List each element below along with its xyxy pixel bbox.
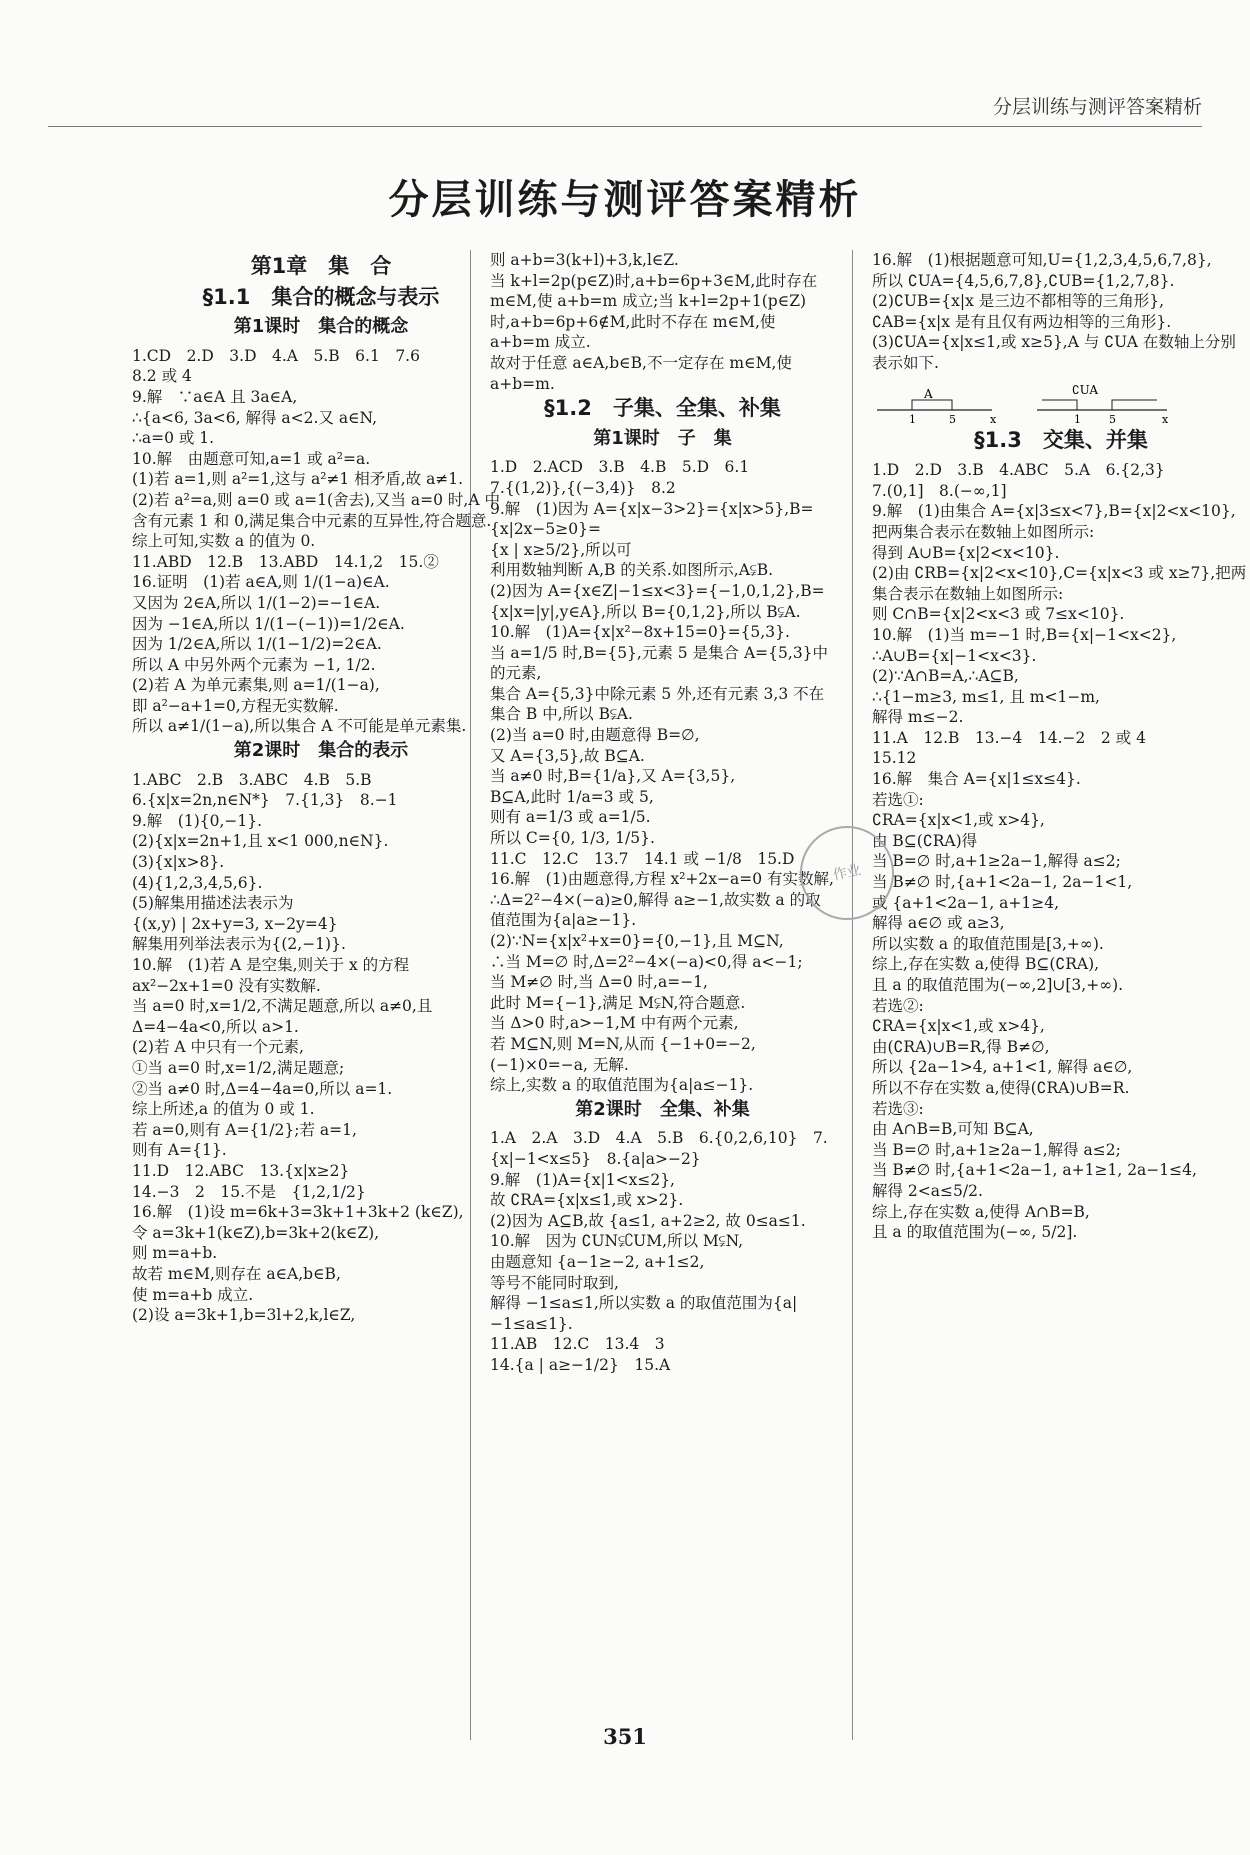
answer-line: 解集用列举法表示为{(2,−1)}. (132, 935, 346, 954)
answer-line: 14.{a | a≥−1/2} 15.A (490, 1355, 671, 1374)
answer-line: 得到 A∪B={x|2<x<10}. (872, 543, 1060, 562)
answer-line: 11.A 12.B 13.−4 14.−2 2 或 4 (872, 728, 1146, 747)
answer-line: 故若 m∈M,则存在 a∈A,b∈B, (132, 1264, 341, 1283)
answer-line: 此时 M={−1},满足 M⫋N,符合题意. (490, 993, 746, 1012)
answer-line: 10.解 因为 ∁UN⫋∁UM,所以 M⫋N, (490, 1232, 744, 1251)
lesson-heading: 第1课时 集合的概念 (233, 316, 409, 338)
answer-line: 解得 2<a≤5/2. (872, 1181, 983, 1200)
answer-line: 综上,存在实数 a,使得 A∩B=B, (872, 1202, 1090, 1221)
answer-line: 由 B⊆(∁RA)得 (872, 831, 978, 850)
answer-line: 所以不存在实数 a,使得(∁RA)∪B=R. (872, 1078, 1130, 1097)
answer-line: 9.解 (1)A={x|1<x≤2}, (490, 1170, 675, 1189)
answer-line: (4){1,2,3,4,5,6}. (132, 873, 263, 892)
answer-line: 16.解 (1)由题意得,方程 x²+2x−a=0 有实数解, (490, 870, 834, 889)
answer-line: 或 {a+1<2a−1, a+1≥4, (872, 893, 1060, 912)
section-heading: §1.1 集合的概念与表示 (202, 284, 440, 309)
answer-line: 1.CD 2.D 3.D 4.A 5.B 6.1 7.6 (132, 346, 420, 365)
fig-label-a: A (924, 386, 933, 401)
svg-text:x: x (990, 412, 997, 424)
answer-line: 由题意知 {a−1≥−2, a+1≤2, (490, 1252, 705, 1271)
running-header: 分层训练与测评答案精析 (992, 96, 1202, 118)
answer-block (490, 1128, 835, 1375)
lesson-heading: 第1课时 子 集 (593, 427, 732, 449)
answer-line: 当 a=0 时,x=1/2,不满足题意,所以 a≠0,且 Δ=4−4a<0,所以 a>1. (132, 997, 438, 1036)
answer-line: 11.D 12.ABC 13.{x|x≥2} (132, 1161, 350, 1180)
answer-line: 当 B=∅ 时,a+1≥2a−1,解得 a≤2; (872, 1140, 1121, 1159)
answer-line: 综上,实数 a 的取值范围为{a|a≤−1}. (490, 1076, 754, 1095)
answer-line: 利用数轴判断 A,B 的关系.如图所示,A⫋B. (490, 561, 774, 580)
answer-line: 10.解 (1)若 A 是空集,则关于 x 的方程 ax²−2x+1=0 没有实数解. (132, 956, 415, 995)
section-heading: §1.2 子集、全集、补集 (544, 396, 781, 421)
answer-line: 所以实数 a 的取值范围是[3,+∞). (872, 934, 1104, 953)
answer-block (490, 457, 835, 1095)
answer-line: 16.证明 (1)若 a∈A,则 1/(1−a)∈A. (132, 573, 390, 592)
answer-line: 则有 a=1/3 或 a=1/5. (490, 808, 651, 827)
answer-line: 10.解 由题意可知,a=1 或 a²=a. (132, 449, 371, 468)
answer-line: 10.解 (1)A={x|x²−8x+15=0}={5,3}. (490, 623, 790, 642)
answer-line: 且 a 的取值范围为(−∞,2]∪[3,+∞). (872, 976, 1124, 994)
answer-line: (3)∁UA={x|x≤1,或 x≥5},A 与 ∁UA 在数轴上分别表示如下. (872, 333, 1236, 372)
answer-line: (2){x|x=2n+1,且 x<1 000,n∈N}. (132, 832, 389, 851)
answer-line: 由(∁RA)∪B=R,得 B≠∅, (872, 1037, 1050, 1056)
answer-line: 7.(0,1] 8.(−∞,1] (872, 481, 1007, 500)
answer-block (490, 250, 835, 394)
lesson-heading: 第2课时 集合的表示 (233, 740, 409, 762)
answer-line: ∴Δ=2²−4×(−a)≥0,解得 a≥−1,故实数 a 的取值范围为{a|a≥−1}. (490, 890, 821, 930)
answer-line: 令 a=3k+1(k∈Z),b=3k+2(k∈Z), (132, 1223, 380, 1242)
answer-line: 7.{(1,2)},{(−3,4)} 8.2 (490, 478, 676, 497)
answer-line: 16.解 (1)设 m=6k+3=3k+1+3k+2 (k∈Z), (132, 1203, 464, 1222)
answer-line: 则有 A={1}. (132, 1141, 227, 1160)
answer-line: 当 M≠∅ 时,当 Δ=0 时,a=−1, (490, 973, 708, 992)
answer-line: 11.C 12.C 13.7 14.1 或 −1/8 15.D (490, 849, 795, 868)
answer-line: 且 a 的取值范围为(−∞, 5/2]. (872, 1223, 1078, 1242)
answer-line: 则 C∩B={x|2<x<3 或 7≤x<10}. (872, 605, 1125, 624)
answer-line: 所以 {2a−1>4, a+1<1, 解得 a∈∅, (872, 1058, 1133, 1077)
answer-line: 解得 a∈∅ 或 a≥3, (872, 914, 1005, 933)
column-3 (872, 250, 1250, 1243)
column-2 (490, 250, 835, 1375)
answer-line: 故 ∁RA={x|x≤1,或 x>2}. (490, 1191, 684, 1210)
answer-line: {(x,y) | 2x+y=3, x−2y=4} (132, 914, 338, 933)
answer-line: 9.解 (1)由集合 A={x|3≤x<7},B={x|2<x<10},把两集合表示在数轴上如图所示: (872, 502, 1236, 541)
svg-text:1: 1 (1074, 412, 1081, 424)
answer-line: (3){x|x>8}. (132, 853, 225, 872)
answer-line: 则 m=a+b. (132, 1244, 218, 1263)
svg-text:∁UA: ∁UA (1072, 382, 1099, 397)
answer-line: 等号不能同时取到, (490, 1273, 619, 1292)
answer-line: 若 a=0,则有 A={1/2};若 a=1, (132, 1120, 357, 1139)
answer-block (132, 770, 510, 1326)
answer-line: (1)若 a=1,则 a²=1,这与 a²≠1 相矛盾,故 a≠1. (132, 470, 464, 489)
answer-line: 当 Δ>0 时,a>−1,M 中有两个元素, (490, 1014, 739, 1033)
answer-line: (2)因为 A⊆B,故 {a≤1, a+2≥2, 故 0≤a≤1. (490, 1211, 806, 1230)
header-rule (48, 126, 1202, 127)
number-line-figure (872, 380, 1172, 424)
answer-line: 9.解 (1)因为 A={x|x−3>2}={x|x>5},B={x|2x−5≥0}= (490, 499, 814, 539)
answer-line: {x | x≥5/2},所以可 (490, 540, 632, 559)
answer-line: (2)∁UB={x|x 是三边不都相等的三角形}, (872, 292, 1165, 311)
svg-text:1: 1 (909, 412, 916, 424)
lesson-heading: 第2课时 全集、补集 (575, 1098, 750, 1120)
answer-line: ∴{1−m≥3, m≤1, 且 m<1−m, (872, 687, 1100, 706)
answer-line: 综上可知,实数 a 的值为 0. (132, 532, 316, 551)
answer-line: 综上所述,a 的值为 0 或 1. (132, 1100, 315, 1119)
answer-block (872, 460, 1250, 1243)
answer-line: 9.解 (1){0,−1}. (132, 811, 263, 830)
answer-line: (2)由 ∁RB={x|2<x<10},C={x|x<3 或 x≥7},把两集合表示在数轴上如图所示: (872, 564, 1247, 603)
answer-line: 若选①: (872, 790, 924, 809)
answer-block (132, 346, 510, 737)
answer-line: 9.解 ∵a∈A 且 3a∈A, (132, 387, 298, 406)
answer-line: 1.D 2.D 3.B 4.ABC 5.A 6.{2,3} (872, 461, 1165, 480)
answer-line: 综上,存在实数 a,使得 B⊆(∁RA), (872, 955, 1100, 974)
chapter-heading: 第1章 集 合 (250, 254, 392, 278)
answer-line: 当 B≠∅ 时,{a+1<2a−1, a+1≥1, 2a−1≤4, (872, 1161, 1197, 1180)
answer-line: ∴当 M=∅ 时,Δ=2²−4×(−a)<0,得 a<−1; (490, 952, 803, 971)
answer-line: 8.2 或 4 (132, 367, 192, 386)
answer-line: B⊆A,此时 1/a=3 或 5, (490, 787, 654, 806)
column-divider (852, 250, 853, 1740)
section-heading: §1.3 交集、并集 (974, 427, 1148, 452)
answer-line: 又因为 2∈A,所以 1/(1−2)=−1∈A. (132, 593, 381, 612)
answer-line: 1.ABC 2.B 3.ABC 4.B 5.B (132, 770, 372, 789)
answer-line: 所以 a≠1/(1−a),所以集合 A 不可能是单元素集. (132, 717, 467, 736)
answer-line: 14.−3 2 15.不是 {1,2,1/2} (132, 1182, 366, 1201)
answer-line: 故对于任意 a∈A,b∈B,不一定存在 m∈M,使 a+b=m. (490, 353, 797, 393)
page-title: 分层训练与测评答案精析 (388, 177, 862, 223)
answer-line: 当 a=1/5 时,B={5},元素 5 是集合 A={5,3}中的元素, (490, 643, 829, 683)
answer-line: 若选②: (872, 996, 924, 1015)
answer-line: 所以 ∁UA={4,5,6,7,8},∁UB={1,2,7,8}. (872, 271, 1175, 290)
answer-line: 1.D 2.ACD 3.B 4.B 5.D 6.1 (490, 458, 750, 477)
answer-line: 当 B=∅ 时,a+1≥2a−1,解得 a≤2; (872, 852, 1121, 871)
answer-line: 所以 A 中另外两个元素为 −1, 1/2. (132, 655, 376, 674)
answer-line: 即 a²−a+1=0,方程无实数解. (132, 696, 339, 715)
answer-line: 又 A={3,5},故 B⊆A. (490, 746, 645, 765)
answer-line: (2)设 a=3k+1,b=3l+2,k,l∈Z, (132, 1306, 356, 1325)
answer-line: 当 k+l=2p(p∈Z)时,a+b=6p+3∈M,此时存在 m∈M,使 a+b=m 成立;当 k+l=2p+1(p∈Z)时,a+b=6p+6∉M,此时不存在 m∈M,使 a+b=m 成立. (490, 271, 823, 352)
answer-line: 16.解 (1)根据题意可知,U={1,2,3,4,5,6,7,8}, (872, 251, 1212, 269)
answer-line: 15.12 (872, 749, 917, 768)
answer-line: 因为 1/2∈A,所以 1/(1−1/2)=2∈A. (132, 635, 382, 654)
answer-line: ∴a=0 或 1. (132, 429, 215, 448)
answer-line: ∴{a<6, 3a<6, 解得 a<2.又 a∈N, (132, 408, 378, 427)
answer-line: ②当 a≠0 时,Δ=4−4a=0,所以 a=1. (132, 1079, 393, 1098)
answer-line: (2)若 A 中只有一个元素, (132, 1038, 304, 1057)
answer-line: 10.解 (1)当 m=−1 时,B={x|−1<x<2}, (872, 625, 1177, 644)
answer-line: 解得 m≤−2. (872, 708, 964, 727)
answer-line: ①当 a=0 时,x=1/2,满足题意; (132, 1058, 345, 1077)
answer-line: 使 m=a+b 成立. (132, 1285, 254, 1304)
answer-line: 11.ABD 12.B 13.ABD 14.1,2 15.② (132, 552, 439, 571)
answer-line: (2)若 A 为单元素集,则 a=1/(1−a), (132, 676, 380, 695)
answer-line: (2)∵N={x|x²+x=0}={0,−1},且 M⊆N, (490, 932, 784, 950)
page-number: 351 (603, 1724, 647, 1749)
answer-line: (2)若 a²=a,则 a=0 或 a=1(舍去),又当 a=0 时,A 中含有元素 1 和 0,满足集合中元素的互异性,符合题意. (132, 490, 500, 530)
svg-text:5: 5 (949, 412, 956, 424)
answer-line: 若 M⊆N,则 M=N,从而 {−1+0=−2, (−1)×0=−a, 无解. (490, 1034, 761, 1074)
answer-line: ∴A∪B={x|−1<x<3}. (872, 646, 1037, 665)
svg-text:5: 5 (1109, 412, 1116, 424)
stamp-watermark: 作业 (791, 817, 902, 928)
answer-line: 则 a+b=3(k+l)+3,k,l∈Z. (490, 251, 679, 269)
answer-line: 若选③: (872, 1099, 924, 1118)
answer-line: 因为 −1∈A,所以 1/(1−(−1))=1/2∈A. (132, 614, 405, 633)
answer-line: (2)当 a=0 时,由题意得 B=∅, (490, 726, 700, 745)
answer-line: 当 a≠0 时,B={1/a},又 A={3,5}, (490, 767, 736, 786)
answer-line: 解得 −1≤a≤1,所以实数 a 的取值范围为{a|−1≤a≤1}. (490, 1294, 798, 1333)
answer-line: 1.A 2.A 3.D 4.A 5.B 6.{0,2,6,10} 7.{x|−1<x≤5} 8.{a|a>−2} (490, 1129, 828, 1168)
answer-line: (2)∵A∩B=A,∴A⊆B, (872, 667, 1019, 686)
answer-line: 11.AB 12.C 13.4 3 (490, 1335, 665, 1354)
column-1 (132, 250, 510, 1326)
svg-text:x: x (1162, 412, 1169, 424)
answer-line: ∁AB={x|x 是有且仅有两边相等的三角形}. (872, 312, 1172, 331)
answer-line: 所以 C={0, 1/3, 1/5}. (490, 829, 655, 848)
answer-line: 16.解 集合 A={x|1≤x≤4}. (872, 770, 1081, 789)
answer-line: 6.{x|x=2n,n∈N*} 7.{1,3} 8.−1 (132, 791, 398, 810)
answer-line: ∁RA={x|x<1,或 x>4}, (872, 1017, 1045, 1036)
answer-line: 集合 A={5,3}中除元素 5 外,还有元素 3,3 不在集合 B 中,所以 B⫋A. (490, 684, 825, 724)
answer-block (872, 250, 1250, 374)
answer-line: ∁RA={x|x<1,或 x>4}, (872, 811, 1045, 830)
answer-line: (2)因为 A={x∈Z|−1≤x<3}={−1,0,1,2},B={x|x=|y|,y∈A},所以 B={0,1,2},所以 B⫋A. (490, 581, 825, 621)
answer-line: 由 A∩B=B,可知 B⊆A, (872, 1120, 1034, 1139)
answer-line: 当 B≠∅ 时,{a+1<2a−1, 2a−1<1, (872, 873, 1133, 892)
answer-line: (5)解集用描述法表示为 (132, 894, 294, 913)
